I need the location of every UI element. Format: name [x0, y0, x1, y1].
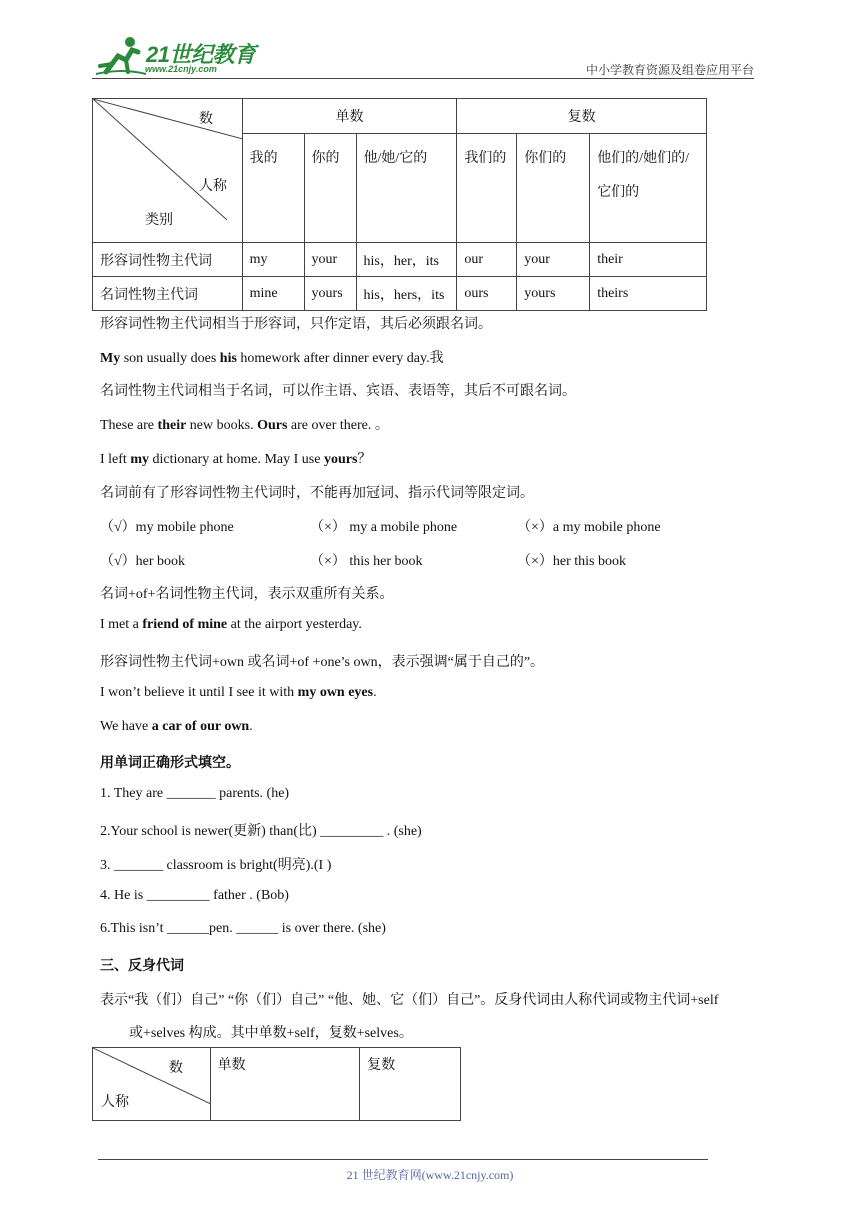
example-sentence	[100, 617, 362, 633]
bold-word: their	[157, 418, 187, 433]
example-sentence	[100, 448, 371, 468]
corner-category-label: 类别	[145, 213, 173, 228]
table-cell: mine	[242, 277, 304, 311]
wrong-example: （×）her this book	[517, 554, 626, 569]
sentence-part: dictionary at home. May I use	[149, 452, 324, 467]
table-cell: your	[304, 243, 356, 277]
sentence-part: I left	[100, 452, 131, 467]
corner-person-label: 人称	[199, 179, 227, 194]
sentence-part: homework after dinner every day.我	[236, 351, 444, 366]
singular-header: 单数	[210, 1048, 360, 1121]
bold-word: friend of mine	[142, 617, 228, 632]
row-label: 形容词性物主代词	[93, 243, 243, 277]
corner-person-label: 人称	[101, 1095, 129, 1110]
exercise-question: 4. He is _________ father . (Bob)	[100, 888, 289, 903]
sentence-part: I met a	[100, 617, 143, 632]
bold-word: my	[130, 452, 149, 467]
paragraph-line: 表示“我（们）自己” “你（们）自己” “他、她、它（们）自己”。反身代词由人称代词或物主代词+self	[100, 993, 719, 1008]
bold-word: a car of our own	[151, 719, 250, 734]
person-header: 我的	[242, 134, 304, 243]
person-header: 我们的	[457, 134, 517, 243]
example-sentence	[100, 414, 389, 434]
sentence-part: new books.	[186, 418, 258, 433]
exercise-question: 6.This isn’t ______pen. ______ is over there. (she)	[100, 921, 386, 936]
exercise-question: 3. _______ classroom is bright(明亮).(I )	[100, 858, 332, 873]
person-header: 你们的	[517, 134, 590, 243]
paragraph-line: 或+selves 构成。其中单数+self，复数+selves。	[129, 1026, 413, 1041]
logo-url: www.21cnjy.com	[145, 64, 217, 74]
table-cell: ours	[457, 277, 517, 311]
rule-text: 名词性物主代词相当于名词，可以作主语、宾语、表语等，其后不可跟名词。	[100, 384, 576, 399]
header-divider	[92, 78, 754, 79]
singular-header: 单数	[242, 99, 457, 134]
sentence-part: ？	[357, 452, 372, 467]
header-platform-text: 中小学教育资源及组卷应用平台	[585, 63, 754, 77]
runner-logo-icon	[92, 34, 148, 78]
rule-text: 名词前有了形容词性物主代词时，不能再加冠词、指示代词等限定词。	[100, 486, 534, 501]
person-header: 你的	[304, 134, 356, 243]
wrong-example: （×）a my mobile phone	[517, 520, 661, 535]
example-sentence	[100, 347, 444, 367]
diagonal-header-cell	[93, 1048, 211, 1121]
sentence-part: .	[249, 719, 253, 734]
table-cell: yours	[517, 277, 590, 311]
footer-divider	[98, 1159, 708, 1160]
bold-word: my own eyes	[297, 685, 374, 700]
table-cell: theirs	[590, 277, 707, 311]
person-header: 他们的/她们的/它们的	[590, 134, 707, 243]
possessive-pronoun-table	[92, 98, 707, 311]
bold-word: Ours	[257, 418, 288, 433]
sentence-part: .	[373, 685, 377, 700]
table-row	[93, 277, 707, 311]
row-label: 名词性物主代词	[93, 277, 243, 311]
correct-example: （√）my mobile phone	[100, 520, 234, 535]
rule-text: 名词+of+名词性物主代词，表示双重所有关系。	[100, 587, 394, 602]
person-header: 他/她/它的	[356, 134, 457, 243]
table-cell: my	[242, 243, 304, 277]
table-row	[93, 243, 707, 277]
diagonal-header-cell	[93, 99, 243, 243]
corner-number-label: 数	[199, 112, 213, 127]
exercise-question: 1. They are _______ parents. (he)	[100, 786, 290, 801]
rule-text: 形容词性物主代词相当于形容词，只作定语，其后必须跟名词。	[100, 317, 492, 332]
rule-text: 形容词性物主代词+own 或名词+of +one’s own，表示强调“属于自己的”。	[100, 655, 545, 670]
logo-text: 21世纪教育	[146, 42, 256, 67]
table-cell: your	[517, 243, 590, 277]
correct-example: （√）her book	[100, 554, 186, 569]
sentence-part: son usually does	[120, 351, 220, 366]
table-cell: his，hers，its	[356, 277, 457, 311]
exercise-question: 2.Your school is newer(更新) than(比) _________ . (she)	[100, 824, 422, 839]
table-cell: their	[590, 243, 707, 277]
sentence-part: We have	[100, 719, 152, 734]
corner-number-label: 数	[169, 1061, 183, 1076]
reflexive-pronoun-table	[92, 1047, 461, 1121]
wrong-example: （×） my a mobile phone	[310, 520, 458, 535]
wrong-example: （×） this her book	[310, 554, 423, 569]
footer-text: 21 世纪教育网(www.21cnjy.com)	[346, 1168, 514, 1182]
plural-header: 复数	[457, 99, 707, 134]
sentence-part: I won’t believe it until I see it with	[100, 685, 298, 700]
table-cell: our	[457, 243, 517, 277]
table-cell: yours	[304, 277, 356, 311]
bold-word: My	[100, 351, 121, 366]
exercise-heading: 用单词正确形式填空。	[100, 756, 240, 771]
table-cell: his，her，its	[356, 243, 457, 277]
plural-header: 复数	[360, 1048, 461, 1121]
example-sentence	[100, 685, 377, 701]
sentence-part: at the airport yesterday.	[227, 617, 362, 632]
sentence-part: are over there. 。	[287, 418, 389, 433]
bold-word: his	[219, 351, 237, 366]
sentence-part: These are	[100, 418, 158, 433]
bold-word: yours	[323, 452, 358, 467]
example-sentence	[100, 719, 253, 735]
section-heading: 三、反身代词	[100, 959, 184, 974]
